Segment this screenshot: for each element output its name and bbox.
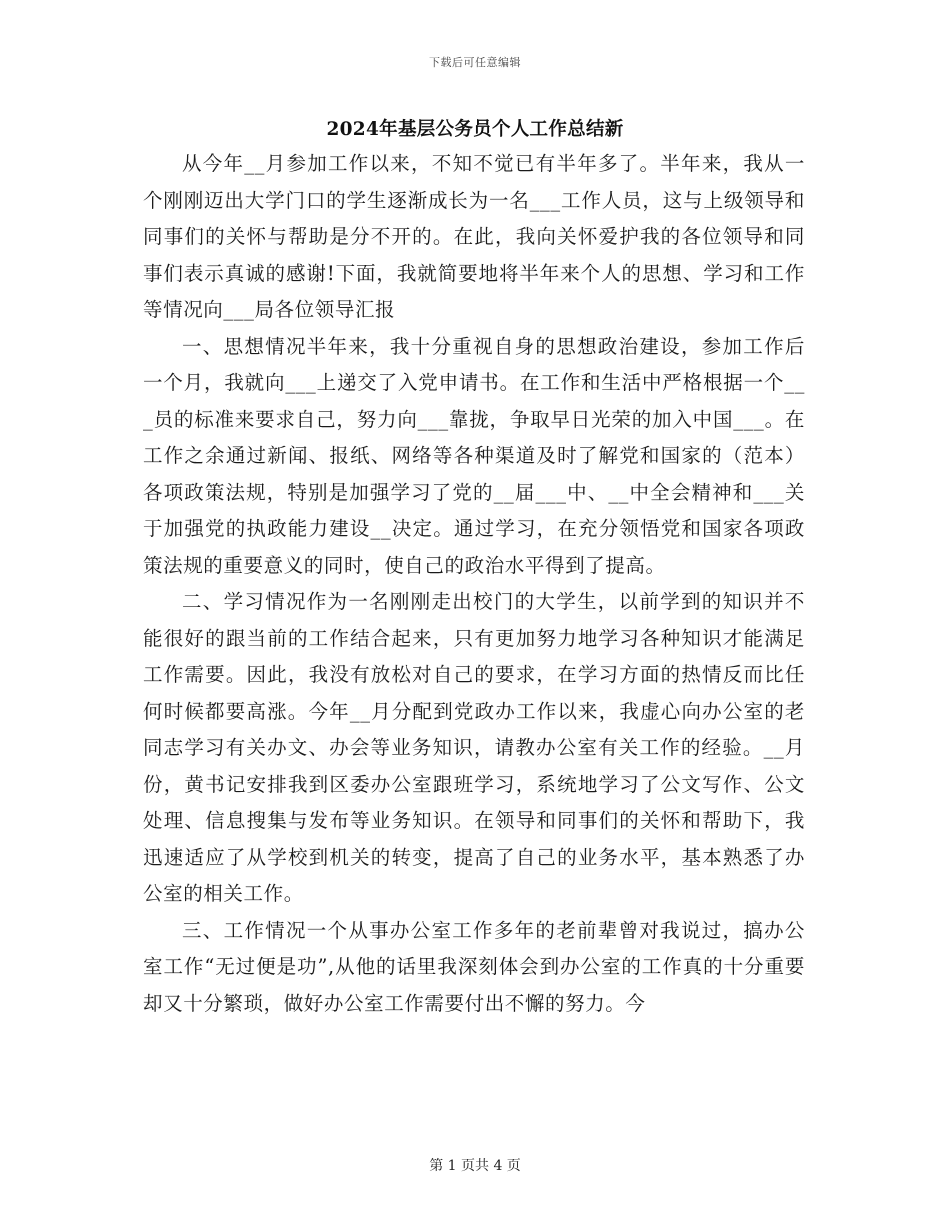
page-number-footer: 第 1 页共 4 页 bbox=[429, 1158, 521, 1174]
document-title: 2024年基层公务员个人工作总结新 bbox=[326, 119, 624, 140]
paragraph-study: 二、学习情况作为一名刚刚走出校门的大学生，以前学到的知识并不能很好的跟当前的工作结合起来，只有更加努力地学习各种知识才能满足工作需要。因此，我没有放松对自己的要求，在学习方面的热情反而比任何时候都要高涨。今年__月分配到党政办工作以来，我虚心向办公室的老同志学习有关办文、办会等业务知识，请教办公室有关工作的经验。__月份，黄书记安排我到区委办公室跟班学习，系统地学习了公文写作、公文处理、信息搜集与发布等业务知识。在领导和同事们的关怀和帮助下，我迅速适应了从学校到机关的转变，提高了自己的业务水平，基本熟悉了办公室的相关工作。 bbox=[143, 590, 805, 905]
document-body bbox=[143, 146, 805, 1022]
paragraph-work: 三、工作情况一个从事办公室工作多年的老前辈曾对我说过，搞办公室工作“无过便是功”,从他的话里我深刻体会到办公室的工作真的十分重要却又十分繁琐，做好办公室工作需要付出不懈的努力。今 bbox=[143, 918, 805, 1015]
paragraph-thought: 一、思想情况半年来，我十分重视自身的思想政治建设，参加工作后一个月，我就向___上递交了入党申请书。在工作和生活中严格根据一个___员的标准来要求自己，努力向___靠拢，争取早日光荣的加入中国___。在工作之余通过新闻、报纸、网络等各种渠道及时了解党和国家的（范本）各项政策法规，特别是加强学习了党的__届___中、__中全会精神和___关于加强党的执政能力建设__决定。通过学习，在充分领悟党和国家各项政策法规的重要意义的同时，使自己的政治水平得到了提高。 bbox=[143, 334, 805, 577]
paragraph-intro: 从今年__月参加工作以来，不知不觉已有半年多了。半年来，我从一个刚刚迈出大学门口的学生逐渐成长为一名___工作人员，这与上级领导和同事们的关怀与帮助是分不开的。在此，我向关怀爱护我的各位领导和同事们表示真诚的感谢!下面，我就简要地将半年来个人的思想、学习和工作等情况向___局各位领导汇报 bbox=[143, 152, 805, 321]
header-note: 下载后可任意编辑 bbox=[429, 56, 521, 69]
